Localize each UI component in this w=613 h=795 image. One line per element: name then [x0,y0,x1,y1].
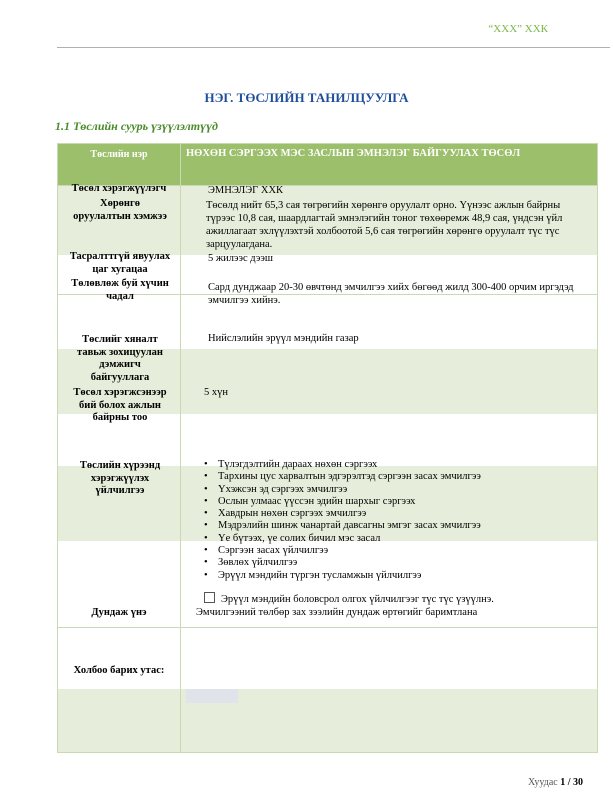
list-item: • Сэргээн засах үйлчилгээ [200,545,481,557]
avg-price-label: Дундаж үнэ [91,607,147,618]
list-item: • Түлэгдэлтийн дараах нөхөн сэргээх [200,459,481,471]
project-name: НӨХӨН СЭРГЭЭХ МЭС ЗАСЛЫН ЭМНЭЛЭГ БАЙГУУЛАХ ТӨСӨЛ [186,148,521,159]
page-footer [528,777,583,788]
band-4 [58,689,597,752]
section-heading: 1.1 Төслийн суурь үзүүлэлтүүд [55,119,219,133]
phone-label: Холбоо барих утас: [73,665,165,676]
project-info-table [57,143,598,753]
header-divider [57,47,610,48]
row-divider [58,627,597,628]
avg-price-value: Эмчилгээний төлбөр зах зээлийн дундаж өртөгийг баримтлана [196,607,478,618]
document-title: НЭГ. ТӨСЛИЙН ТАНИЛЦУУЛГА [204,90,409,105]
list-item: • Тархины цус харвалтын эдгэрэлтэд сэргээн засах эмчилгээ [200,471,481,483]
investment-label: Хөрөнгө оруулалтын хэмжээ [73,198,167,222]
oversight-value: Нийслэлийн эрүүл мэндийн газар [208,333,359,344]
list-item: • Хавдрын нөхөн сэргээх эмчилгээ [200,508,481,520]
necessity-value: Сард дунджаар 20-30 өвчтөнд эмчилгээ хийх бөгөөд жилд 300-400 орчим иргэдэд эмчилгээ хийнэ. [208,282,574,306]
list-item: • Зөвлөх үйлчилгээ [200,557,481,569]
page-number: 1 / 30 [560,777,583,788]
services-label: Төслийн хүрээнд хэрэгжүүлэх үйлчилгээ [79,460,161,496]
implementer-value: ЭМНЭЛЭГ ХХК [208,185,284,196]
list-item: • Эрүүл мэндийн түргэн тусламжын үйлчилгээ [200,570,481,582]
list-item: • Үе бүтээх, үе солих бичил мэс засал [200,533,481,545]
list-item: • Ослын улмаас үүссэн эдийн шархыг сэргээх [200,496,481,508]
list-item: • Үхэжсэн эд сэргээх эмчилгээ [200,484,481,496]
investment-value: Төсөлд нийт 65,3 сая төгрөгийн хөрөнгө оруулалт орно. Үүнээс ажлын байрны түрээс 10,8 сая, шаардлагтай эмнэлэгийн тоног төхөөремж 48,9 сая, үндсэн үйл ажиллагаат эхлүүлэхтэй холбоотой 5,6 сая төгрөгийн хөрөнгө оруулалт түс түс зарцуулагдана. [206,200,563,250]
list-item: • Мэдрэлийн шинж чанартай давсагны эмгэг засах эмчилгээ [200,520,481,532]
header-company: “XXX” ХХК [488,23,548,35]
services-last-text: Эрүүл мэндийн боловсрол олгох үйлчилгээг түс түс үзүүлнэ. [221,594,494,605]
oversight-label: Төслийг хяналт тавьж зохицуулан дэмжигч байгууллага [77,334,163,383]
implementer-label: Төсөл хэрэгжүүлэгч [71,183,167,194]
checkbox-icon [204,592,215,603]
services-list [200,459,481,582]
phone-value-field [186,689,238,703]
services-last-item [204,592,494,605]
column-divider [180,144,181,752]
necessity-label: Төлөвлөж буй хүчин чадал [71,278,169,302]
footer-prefix: Хуудас [528,777,561,788]
jobs-label: Төсөл хэрэгжсэнээр бий болох ажлын байрны тоо [73,387,167,423]
duration-label: Тасралттгүй явуулах цаг хугацаа [69,251,171,275]
jobs-value: 5 хүн [204,387,228,398]
header-label: Төслийн нэр [90,149,148,160]
duration-value: 5 жилээс дээш [208,253,273,264]
